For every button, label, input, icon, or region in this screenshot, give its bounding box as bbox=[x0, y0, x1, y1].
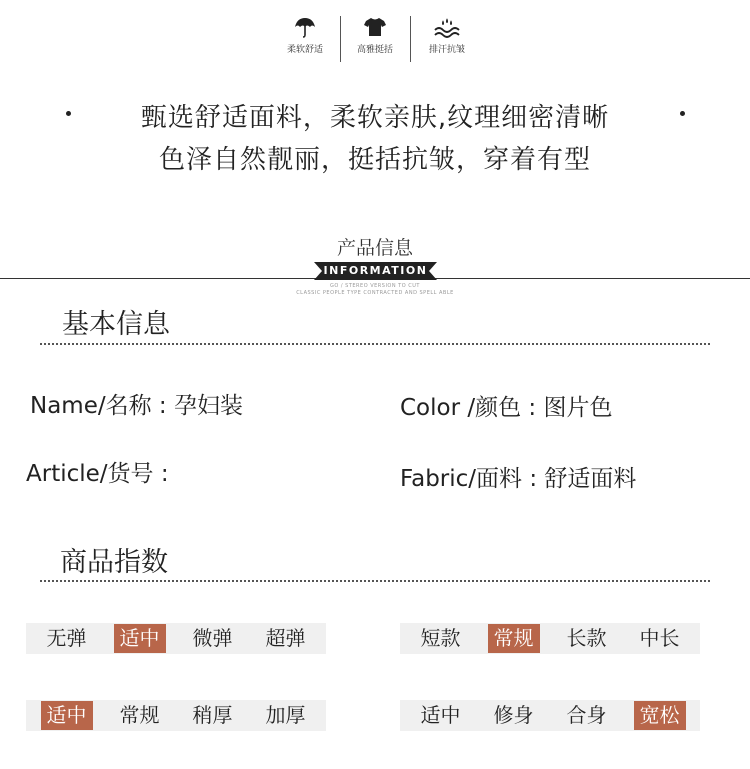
fine-print: CLASSIC PEOPLE TYPE CONTRACTED AND SPELL ABLE bbox=[296, 290, 454, 296]
fit-option: 合身 bbox=[566, 703, 607, 727]
thickness-option: 加厚 bbox=[265, 703, 306, 727]
thickness-option-selected: 适中 bbox=[41, 701, 93, 730]
thickness-option: 常规 bbox=[119, 703, 160, 727]
feature-soft bbox=[270, 16, 340, 55]
fit-option-selected: 宽松 bbox=[634, 701, 686, 730]
slogan-line-1: 甄选舒适面料，柔软亲肤,纹理细密清晰 bbox=[140, 103, 610, 133]
tshirt-icon bbox=[363, 16, 387, 38]
ribbon-label: INFORMATION bbox=[323, 264, 428, 277]
slogan-line-2: 色泽自然靓丽，挺括抗皱，穿着有型 bbox=[158, 145, 591, 175]
feature-elegant bbox=[340, 16, 410, 55]
fine-print: GO / STEREO VERSION TO CUT bbox=[330, 283, 420, 289]
name-field: Name/名称 : 孕妇装 bbox=[30, 393, 243, 419]
section-title: 产品信息 bbox=[336, 237, 413, 259]
feature-label: 柔软舒适 bbox=[286, 45, 323, 55]
fabric-field: Fabric/面料 : 舒适面料 bbox=[400, 466, 637, 492]
fit-bar bbox=[400, 700, 700, 731]
umbrella-icon bbox=[293, 16, 317, 38]
dotted-divider bbox=[40, 580, 710, 582]
length-option-selected: 常规 bbox=[488, 624, 540, 653]
divider bbox=[410, 16, 411, 62]
length-option: 中长 bbox=[639, 626, 680, 650]
feature-label: 排汗抗皱 bbox=[428, 45, 465, 55]
wave-sweat-icon bbox=[432, 16, 462, 38]
index-heading: 商品指数 bbox=[60, 547, 168, 578]
fit-option: 适中 bbox=[420, 703, 461, 727]
color-field: Color /颜色 : 图片色 bbox=[400, 395, 613, 421]
length-option: 短款 bbox=[420, 626, 461, 650]
length-bar bbox=[400, 623, 700, 654]
article-field: Article/货号 : bbox=[26, 461, 169, 487]
dotted-divider bbox=[40, 343, 710, 345]
feature-sweat bbox=[412, 16, 482, 55]
elasticity-option: 无弹 bbox=[46, 626, 87, 650]
elasticity-bar bbox=[26, 623, 326, 654]
thickness-bar bbox=[26, 700, 326, 731]
thickness-option: 稍厚 bbox=[192, 703, 233, 727]
elasticity-option-selected: 适中 bbox=[114, 624, 166, 653]
elasticity-option: 超弹 bbox=[265, 626, 306, 650]
basic-info-heading: 基本信息 bbox=[62, 309, 170, 340]
feature-label: 高雅挺括 bbox=[356, 45, 393, 55]
elasticity-option: 微弹 bbox=[192, 626, 233, 650]
fit-option: 修身 bbox=[493, 703, 534, 727]
length-option: 长款 bbox=[566, 626, 607, 650]
